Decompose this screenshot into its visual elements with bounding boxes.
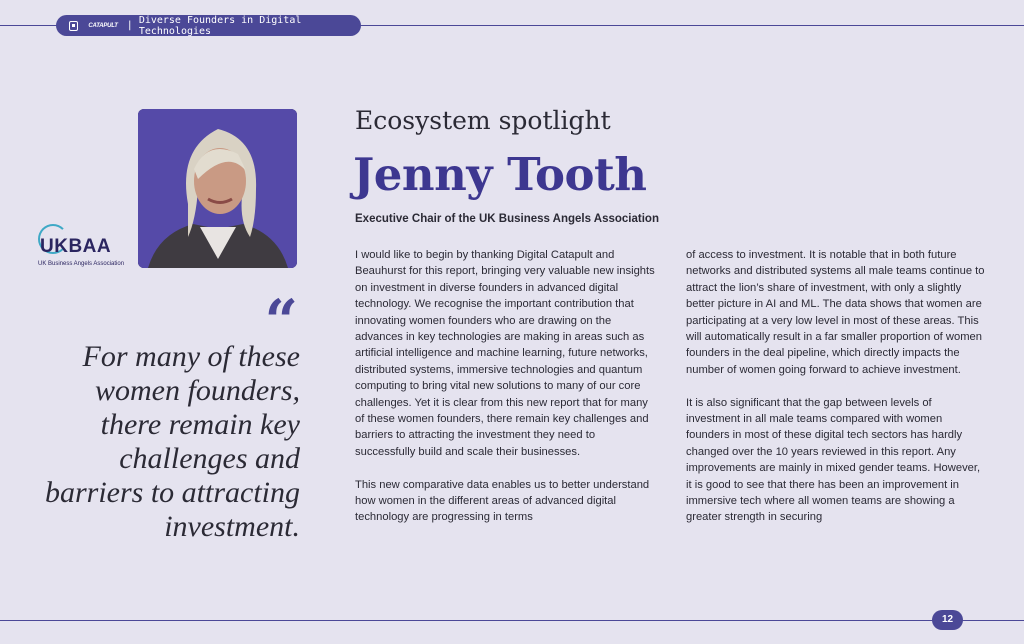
body-paragraph: It is also significant that the gap between levels of investment in all male teams compared with women founders in most of these digital tech sectors has hardly changed over the 10 years reviewed in this report. Any improvements are mainly in mixed gender teams. However, it is good to see that there has been an improvement in immersive tech where all women teams are showing a greater strength in securing <box>686 396 981 524</box>
ukbaa-logo <box>36 224 126 272</box>
header-separator: | <box>126 20 133 31</box>
header-pill <box>56 15 361 36</box>
ukbaa-logo-name: UKBAA <box>40 236 112 257</box>
person-name: Jenny Tooth <box>353 148 647 201</box>
section-title: Diverse Founders in Digital Technologies <box>138 14 302 37</box>
page-number: 12 <box>932 610 963 630</box>
body-column-left <box>355 247 655 542</box>
footer-rule <box>0 620 1024 621</box>
section-eyebrow: Ecosystem spotlight <box>355 106 611 135</box>
body-paragraph: This new comparative data enables us to better understand how women in the different areas of advanced digital technology are progressing in terms <box>355 478 650 524</box>
catapult-logo: CATAPULT <box>88 22 118 29</box>
home-icon[interactable] <box>69 21 78 31</box>
person-role: Executive Chair of the UK Business Angels Association <box>355 213 659 225</box>
pull-quote: For many of these women founders, there remain key challenges and barriers to attracting investment. <box>44 340 300 543</box>
ukbaa-logo-subtitle: UK Business Angels Association <box>38 261 125 267</box>
body-paragraph: I would like to begin by thanking Digital Catapult and Beauhurst for this report, bringing very valuable new insights on investment in diverse founders in advanced digital technology. We recognise the important contribution that innovating women founders who are drawing on the advances in key technologies are making in areas such as artificial intelligence and machine learning, future networks, distributed systems, immersive technologies and quantum computing to bring vital new solutions to many of our core challenges. Yet it is clear from this new report that for many of these women founders, there remain key challenges and barriers to attracting the investment they need to successfully build and scale their businesses. <box>355 249 655 458</box>
quote-mark-icon: “ <box>264 287 298 355</box>
body-paragraph: of access to investment. It is notable that in both future networks and distributed systems all male teams continue to attract the lion’s share of investment, with only a slightly better picture in AI and ML. The data shows that women are participating at a very low level in most of these areas. This will automatically result in a far smaller proportion of women founders in the deal pipeline, which directly impacts the number of women going forward to achieve investment. <box>686 249 985 376</box>
portrait-photo <box>138 109 297 268</box>
body-column-right <box>686 247 986 542</box>
